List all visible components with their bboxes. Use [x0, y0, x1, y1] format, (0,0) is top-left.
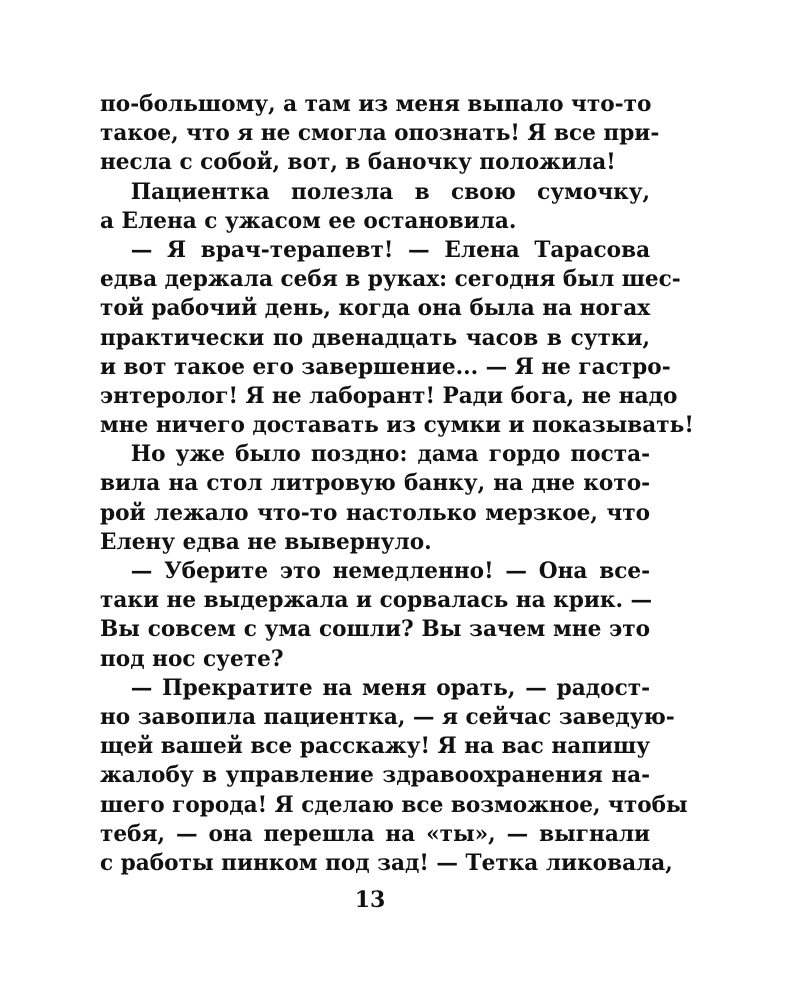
text-line: и вот такое его завершение... — Я не гастро-	[100, 353, 671, 380]
text-line: шего города! Я сделаю все возможное, чтобы	[100, 791, 688, 818]
text-line: жалобу в управление здравоохранения на-	[100, 762, 651, 789]
text-line: Елену едва не вывернуло.	[100, 528, 432, 555]
text-line: Пациентка полезла в свою сумочку,	[130, 178, 651, 205]
text-line: тебя, — она перешла на «ты», — выгнали	[100, 820, 651, 847]
text-line: энтеролог! Я не лаборант! Ради бога, не надо	[100, 382, 678, 409]
text-line: той рабочий день, когда она была на ногах	[100, 295, 651, 322]
text-line: такое, что я не смогла опознать! Я все при-	[100, 120, 660, 147]
text-line: мне ничего доставать из сумки и показывать!	[100, 412, 694, 439]
text-line: — Прекратите на меня орать, — радост-	[130, 674, 651, 701]
text-line: вила на стол литровую банку, на дне кото-	[100, 470, 651, 497]
text-line: но завопила пациентка, — я сейчас заведую-	[100, 703, 675, 730]
text-line: практически по двенадцать часов в сутки,	[100, 324, 651, 351]
page-number: 13	[354, 887, 386, 913]
text-line: несла с собой, вот, в баночку положила!	[100, 149, 616, 176]
text-line: а Елена с ужасом ее остановила.	[100, 207, 517, 234]
text-line: под нос суете?	[100, 645, 284, 672]
text-line: — Уберите это немедленно! — Она все-	[130, 558, 651, 584]
text-line: рой лежало что-то настолько мерзкое, что	[100, 499, 651, 526]
text-line: Но уже было поздно: дама гордо поста-	[130, 441, 651, 468]
text-line: таки не выдержала и сорвалась на крик. —	[100, 587, 653, 614]
body-text	[100, 90, 694, 878]
text-line: — Я врач-терапевт! — Елена Тарасова	[130, 236, 651, 263]
text-line: едва держала себя в руках: сегодня был шес-	[100, 266, 681, 293]
text-line: с работы пинком под зад! — Тетка ликовала,	[100, 849, 673, 876]
text-line: Вы совсем с ума сошли? Вы зачем мне это	[100, 616, 651, 643]
text-line: щей вашей все расскажу! Я на вас напишу	[100, 733, 651, 760]
text-line: по-большому, а там из меня выпало что-то	[100, 91, 652, 117]
